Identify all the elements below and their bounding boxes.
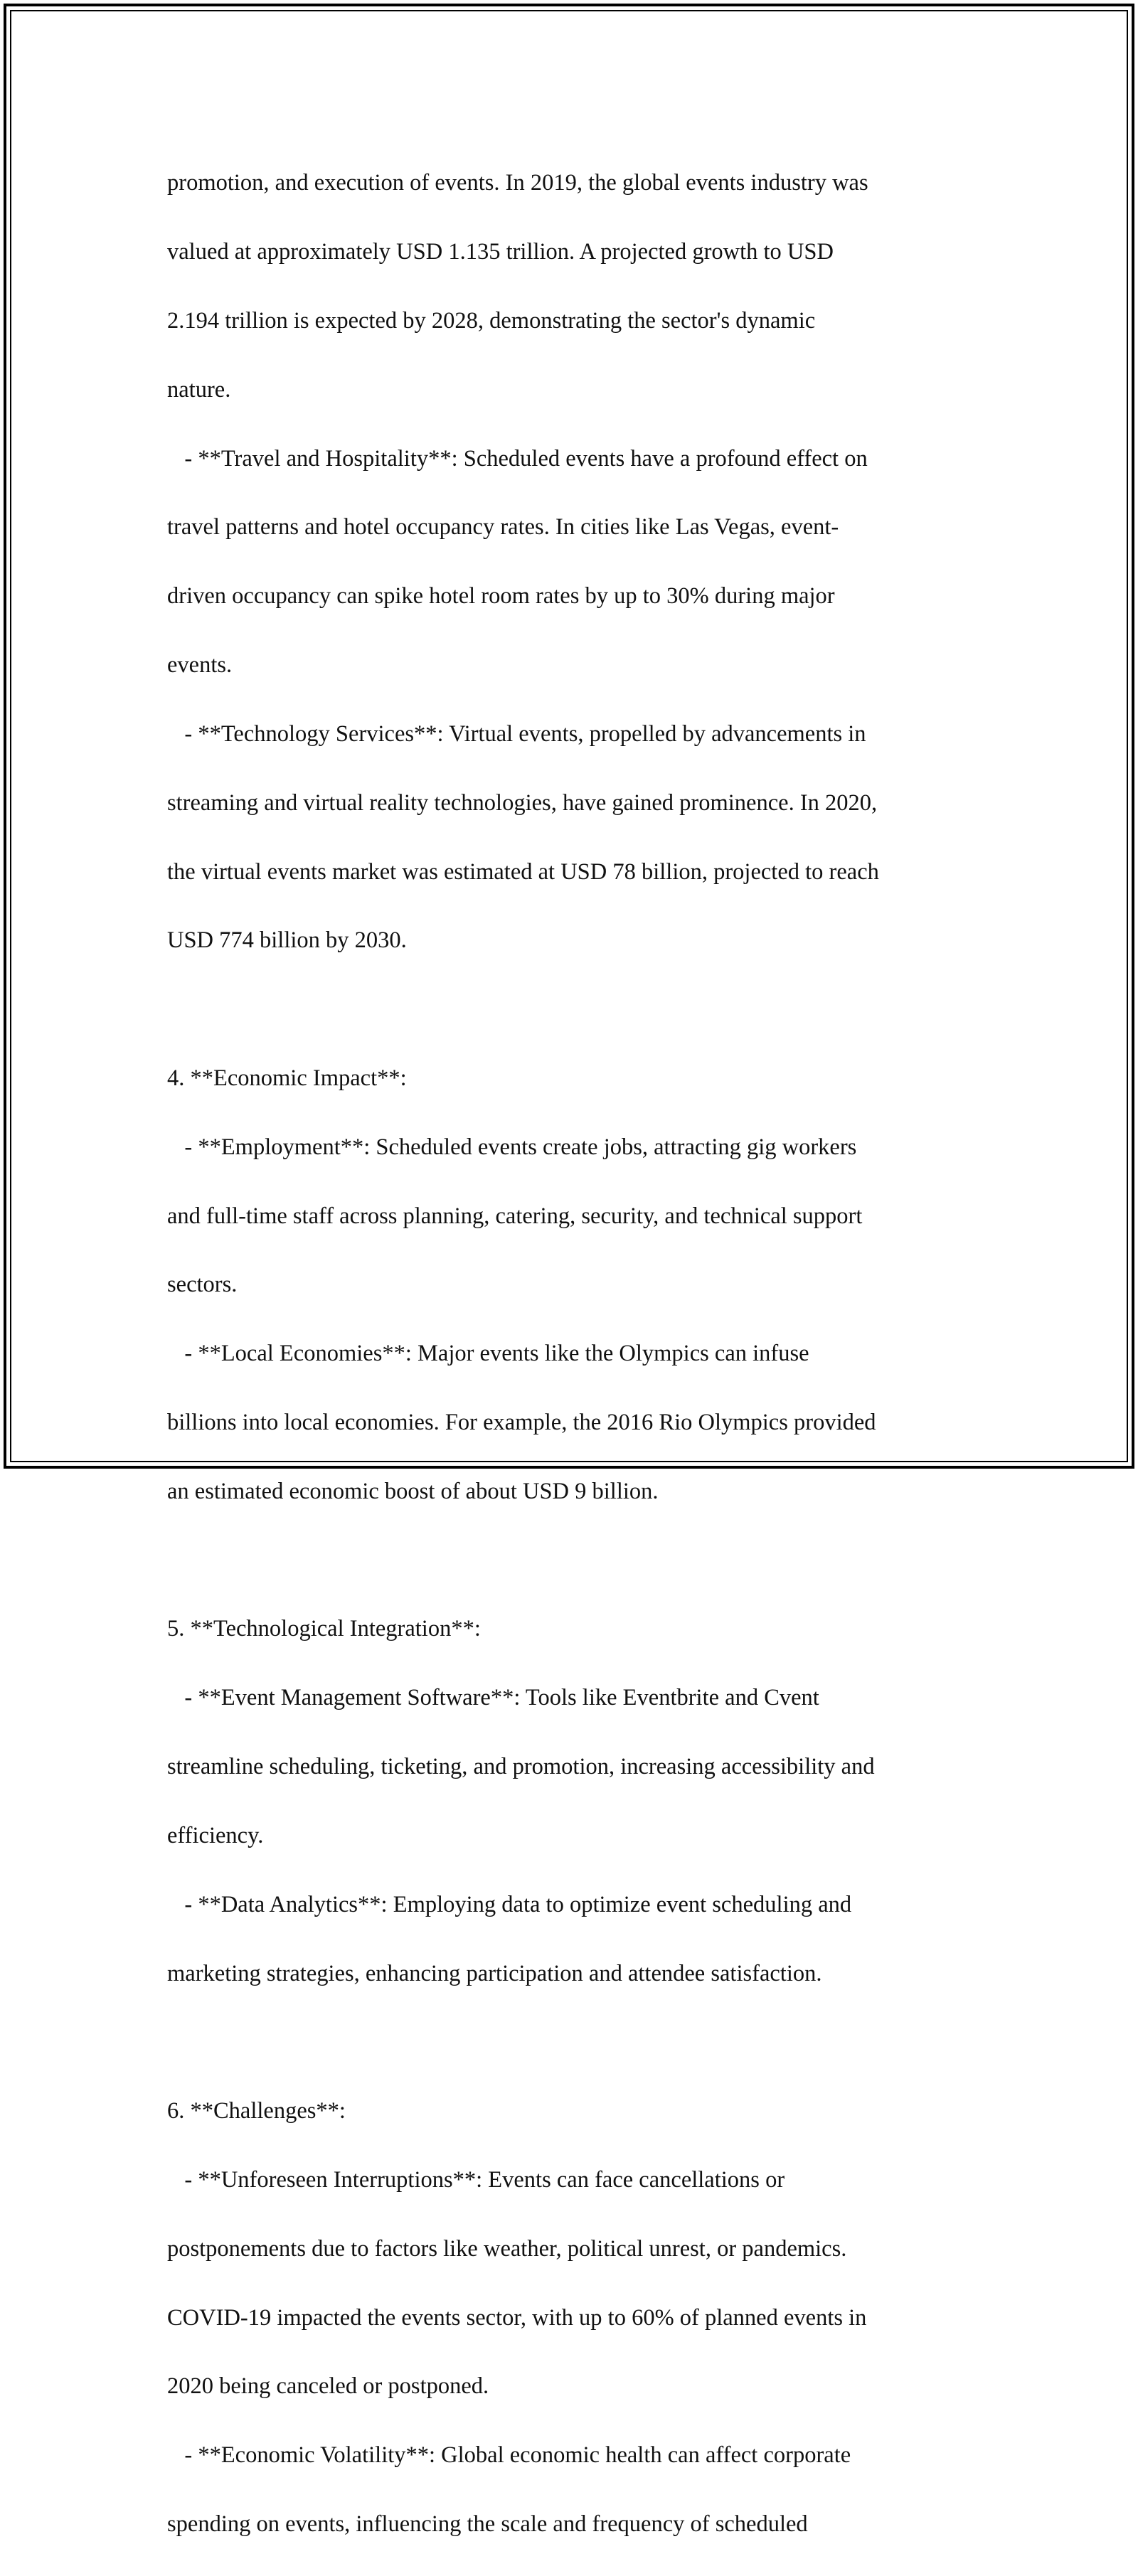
text-line: - **Unforeseen Interruptions**: Events can face cancellations or (167, 2166, 785, 2193)
text-line: USD 774 billion by 2030. (167, 927, 407, 954)
text-line: - **Technology Services**: Virtual events, propelled by advancements in (167, 720, 866, 747)
text-line: marketing strategies, enhancing participation and attendee satisfaction. (167, 1960, 822, 1986)
text-line: travel patterns and hotel occupancy rates. In cities like Las Vegas, event- (167, 514, 839, 541)
text-line: - **Data Analytics**: Employing data to optimize event scheduling and (167, 1891, 852, 1917)
document-body (167, 132, 978, 2576)
text-line: an estimated economic boost of about USD 9 billion. (167, 1478, 659, 1504)
text-line: driven occupancy can spike hotel room rates by up to 30% during major (167, 583, 835, 610)
section-heading: 6. **Challenges**: (167, 2098, 346, 2124)
text-line: - **Local Economies**: Major events like the Olympics can infuse (167, 1341, 809, 1367)
text-line: sectors. (167, 1272, 238, 1298)
text-line: billions into local economies. For example, the 2016 Rio Olympics provided (167, 1410, 876, 1436)
blank-line (167, 992, 978, 1026)
text-line: nature. (167, 376, 231, 403)
section-heading: 5. **Technological Integration**: (167, 1616, 481, 1642)
text-line: COVID-19 impacted the events sector, with up to 60% of planned events in (167, 2304, 867, 2331)
text-line: the virtual events market was estimated at USD 78 billion, projected to reach (167, 858, 879, 885)
text-line: events. (167, 652, 233, 678)
section-heading: 4. **Economic Impact**: (167, 1065, 407, 1091)
text-line: - **Event Management Software**: Tools like Eventbrite and Cvent (167, 1685, 819, 1711)
text-line: 2.194 trillion is expected by 2028, demonstrating the sector's dynamic (167, 308, 816, 334)
text-line: promotion, and execution of events. In 2019, the global events industry was (167, 170, 868, 196)
text-line: and full-time staff across planning, catering, security, and technical support (167, 1203, 863, 1229)
text-line: - **Employment**: Scheduled events create jobs, attracting gig workers (167, 1134, 857, 1160)
text-line: - **Travel and Hospitality**: Scheduled events have a profound effect on (167, 445, 868, 472)
blank-line (167, 1543, 978, 1577)
text-line: 2020 being canceled or postponed. (167, 2373, 489, 2400)
text-line: postponements due to factors like weather, political unrest, or pandemics. (167, 2235, 847, 2262)
blank-line (167, 2025, 978, 2059)
text-line: - **Economic Volatility**: Global economic health can affect corporate (167, 2442, 851, 2469)
text-line: valued at approximately USD 1.135 trillion. A projected growth to USD (167, 239, 834, 265)
text-line: spending on events, influencing the scale and frequency of scheduled (167, 2511, 808, 2538)
text-line: streaming and virtual reality technologies, have gained prominence. In 2020, (167, 789, 878, 816)
text-line: efficiency. (167, 1822, 264, 1848)
text-line: streamline scheduling, ticketing, and promotion, increasing accessibility and (167, 1754, 875, 1780)
